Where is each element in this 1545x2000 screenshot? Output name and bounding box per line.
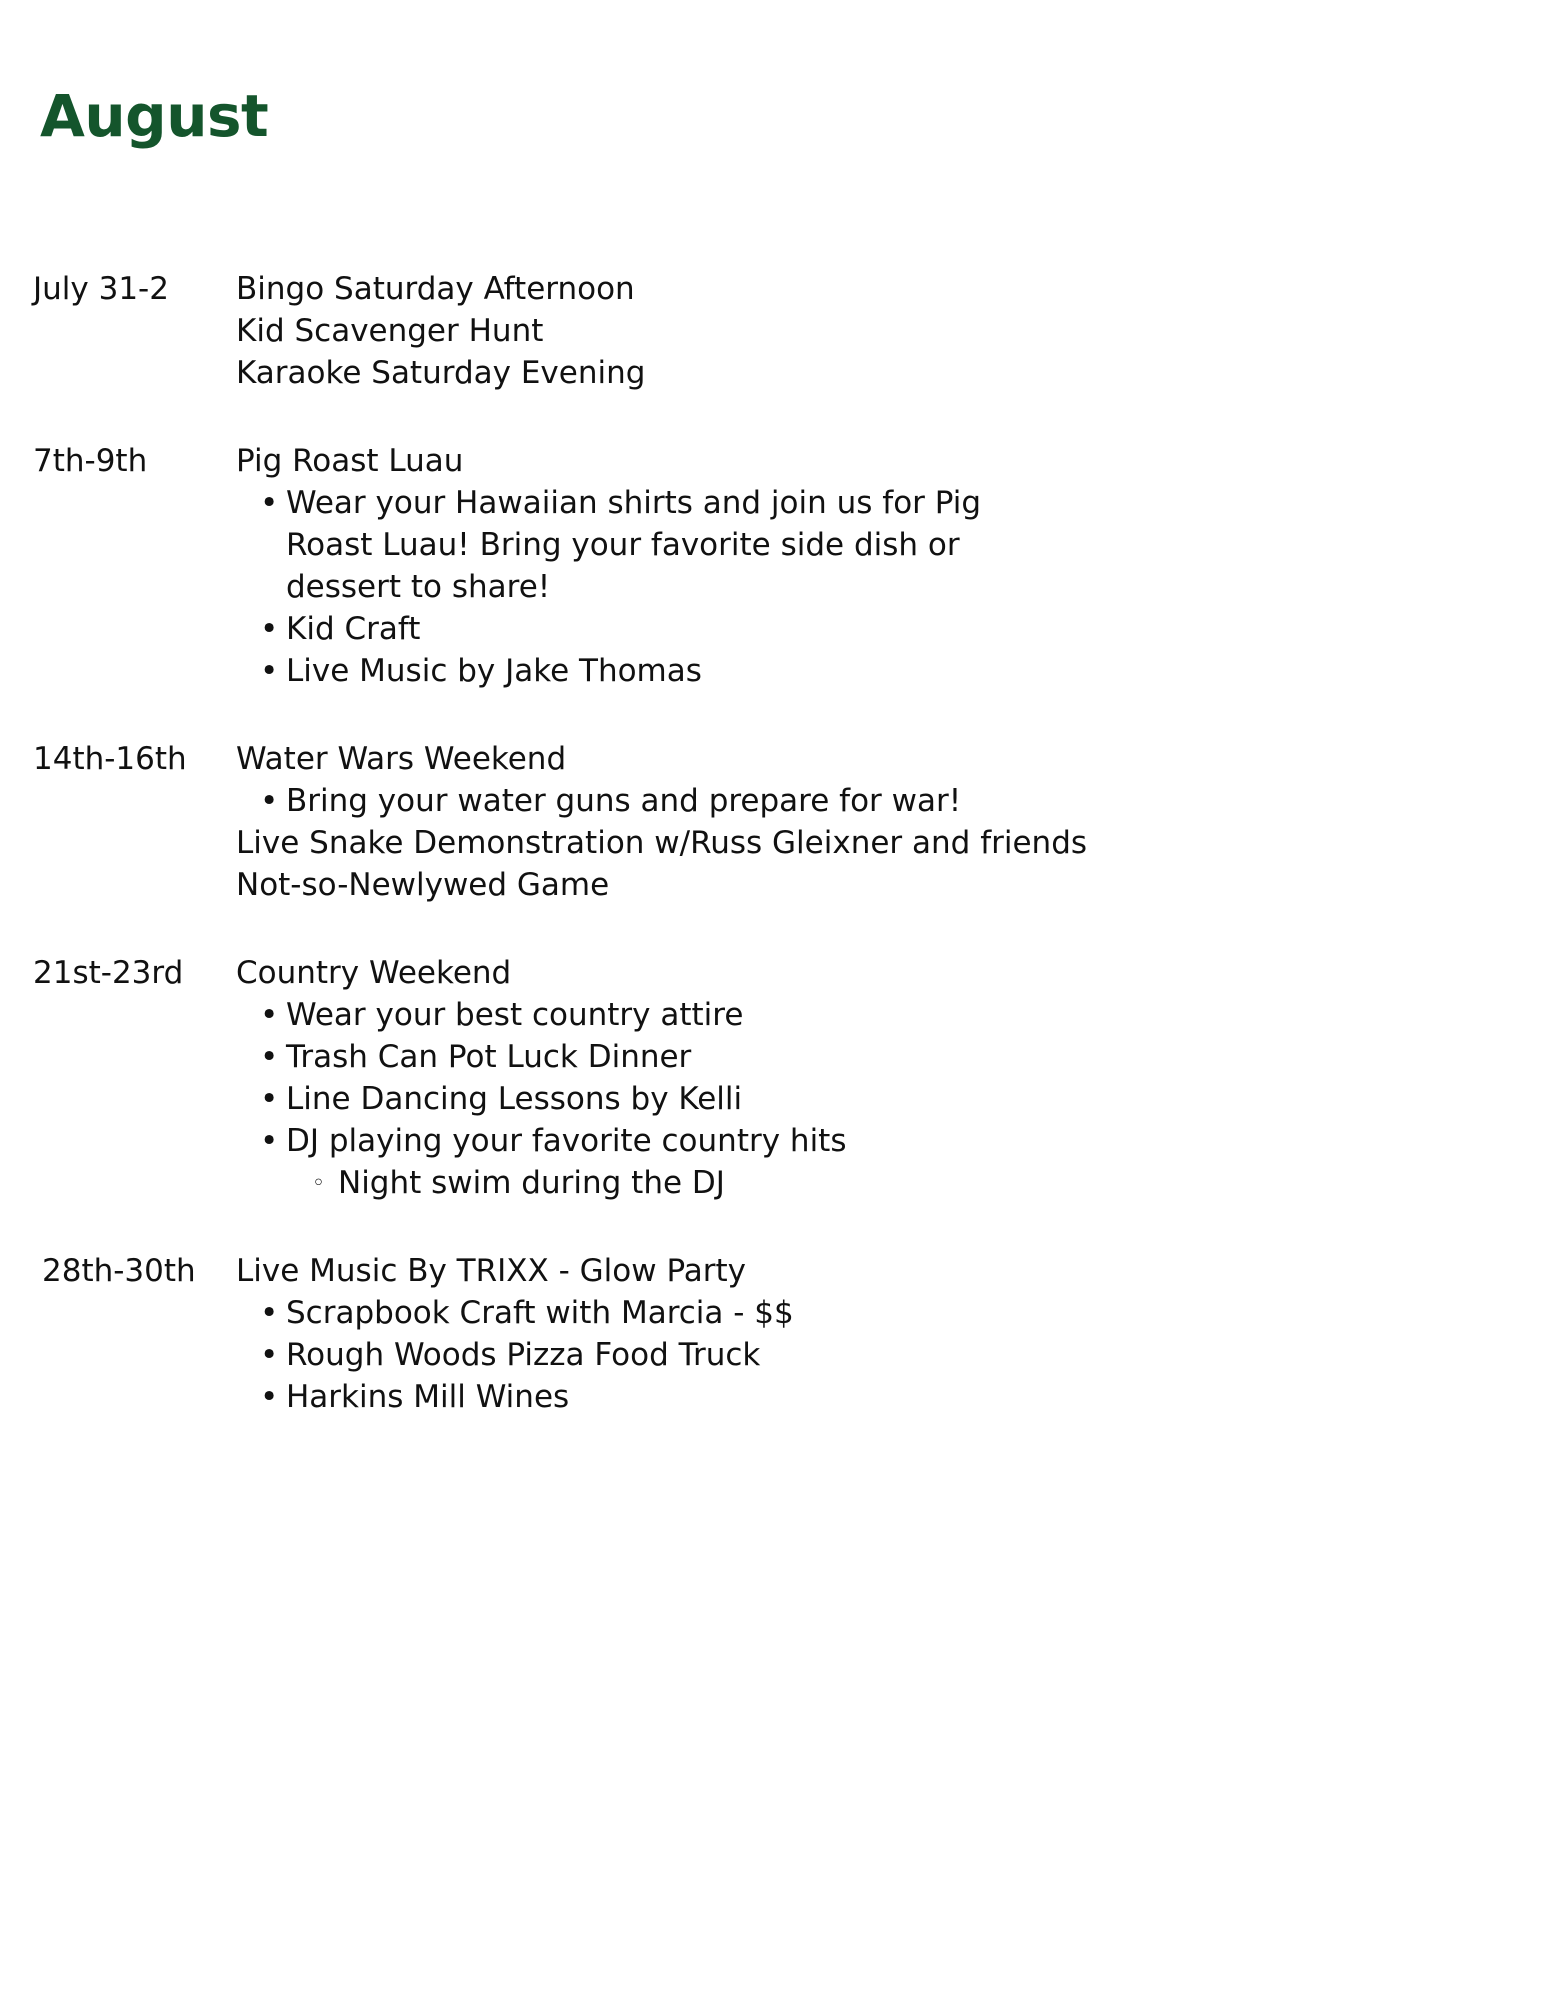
bullet-text: Rough Woods Pizza Food Truck [286,1337,761,1373]
event-date-label: 21st-23rd [33,955,184,991]
hollow-bullet-icon: ◦ [312,1171,325,1196]
event-bullet-list [236,1292,1505,1418]
bullet-dot-icon: • [260,611,279,647]
bullet-dot-icon: • [260,1081,279,1117]
bullet-text: Line Dancing Lessons by Kelli [286,1081,743,1117]
event-line: Live Music By TRIXX - Glow Party [236,1253,747,1289]
event-block [0,268,1545,394]
bullet-dot-icon: • [260,653,279,689]
bullet-text: Bring your water guns and prepare for war! [286,783,962,819]
event-line: Karaoke Saturday Evening [236,355,646,391]
event-bullet-item [236,650,986,692]
event-bullet-list [236,482,1505,692]
event-line: Pig Roast Luau [236,443,464,479]
bullet-dot-icon: • [260,783,279,819]
event-content [236,440,1545,692]
event-block [0,1250,1545,1418]
bullet-text: Night swim during the DJ [338,1165,725,1201]
event-content [236,738,1545,906]
bullet-text: DJ playing your favorite country hits [286,1123,847,1159]
event-content [236,1250,1545,1418]
event-bullet-item [236,1292,986,1334]
event-bullet-list [236,994,1505,1204]
event-date-label: 28th-30th [42,1253,196,1289]
event-line: Live Snake Demonstration w/Russ Gleixner and friends [236,825,1088,861]
event-date-label: 14th-16th [33,741,187,777]
page-title: August [40,81,269,150]
bullet-text: Wear your Hawaiian shirts and join us for Pig Roast Luau! Bring your favorite side dish or dessert to share! [286,485,982,605]
event-block [0,440,1545,692]
bullet-dot-icon: • [260,485,279,521]
event-line: Kid Scavenger Hunt [236,313,544,349]
bullet-dot-icon: • [260,997,279,1033]
event-line: Bingo Saturday Afternoon [236,271,635,307]
bullet-dot-icon: • [260,1379,279,1415]
bullet-text: Live Music by Jake Thomas [286,653,702,689]
event-bullet-item [236,482,986,608]
event-schedule-list [0,268,1545,1464]
event-bullet-item [236,1120,986,1162]
event-bullet-item [236,1334,986,1376]
event-bullet-item [236,1078,986,1120]
bullet-text: Scrapbook Craft with Marcia - $$ [286,1295,794,1331]
event-date-label: July 31-2 [33,271,169,307]
bullet-text: Kid Craft [286,611,421,647]
bullet-text: Wear your best country attire [286,997,744,1033]
event-bullet-item [236,994,986,1036]
bullet-text: Harkins Mill Wines [286,1379,570,1415]
event-block [0,738,1545,906]
bullet-dot-icon: • [260,1123,279,1159]
bullet-dot-icon: • [260,1337,279,1373]
event-content [236,952,1545,1204]
event-sub-bullet-item [236,1162,1098,1204]
bullet-text: Trash Can Pot Luck Dinner [286,1039,692,1075]
event-date-label: 7th-9th [33,443,148,479]
event-block [0,952,1545,1204]
bullet-dot-icon: • [260,1295,279,1331]
event-bullet-item [236,1036,986,1078]
event-content [236,268,1545,394]
event-bullet-list [236,780,1505,822]
event-line: Not-so-Newlywed Game [236,867,610,903]
bullet-dot-icon: • [260,1039,279,1075]
event-bullet-item [236,608,986,650]
event-bullet-item [236,1376,986,1418]
event-bullet-item [236,780,986,822]
event-line: Country Weekend [236,955,512,991]
event-line: Water Wars Weekend [236,741,567,777]
